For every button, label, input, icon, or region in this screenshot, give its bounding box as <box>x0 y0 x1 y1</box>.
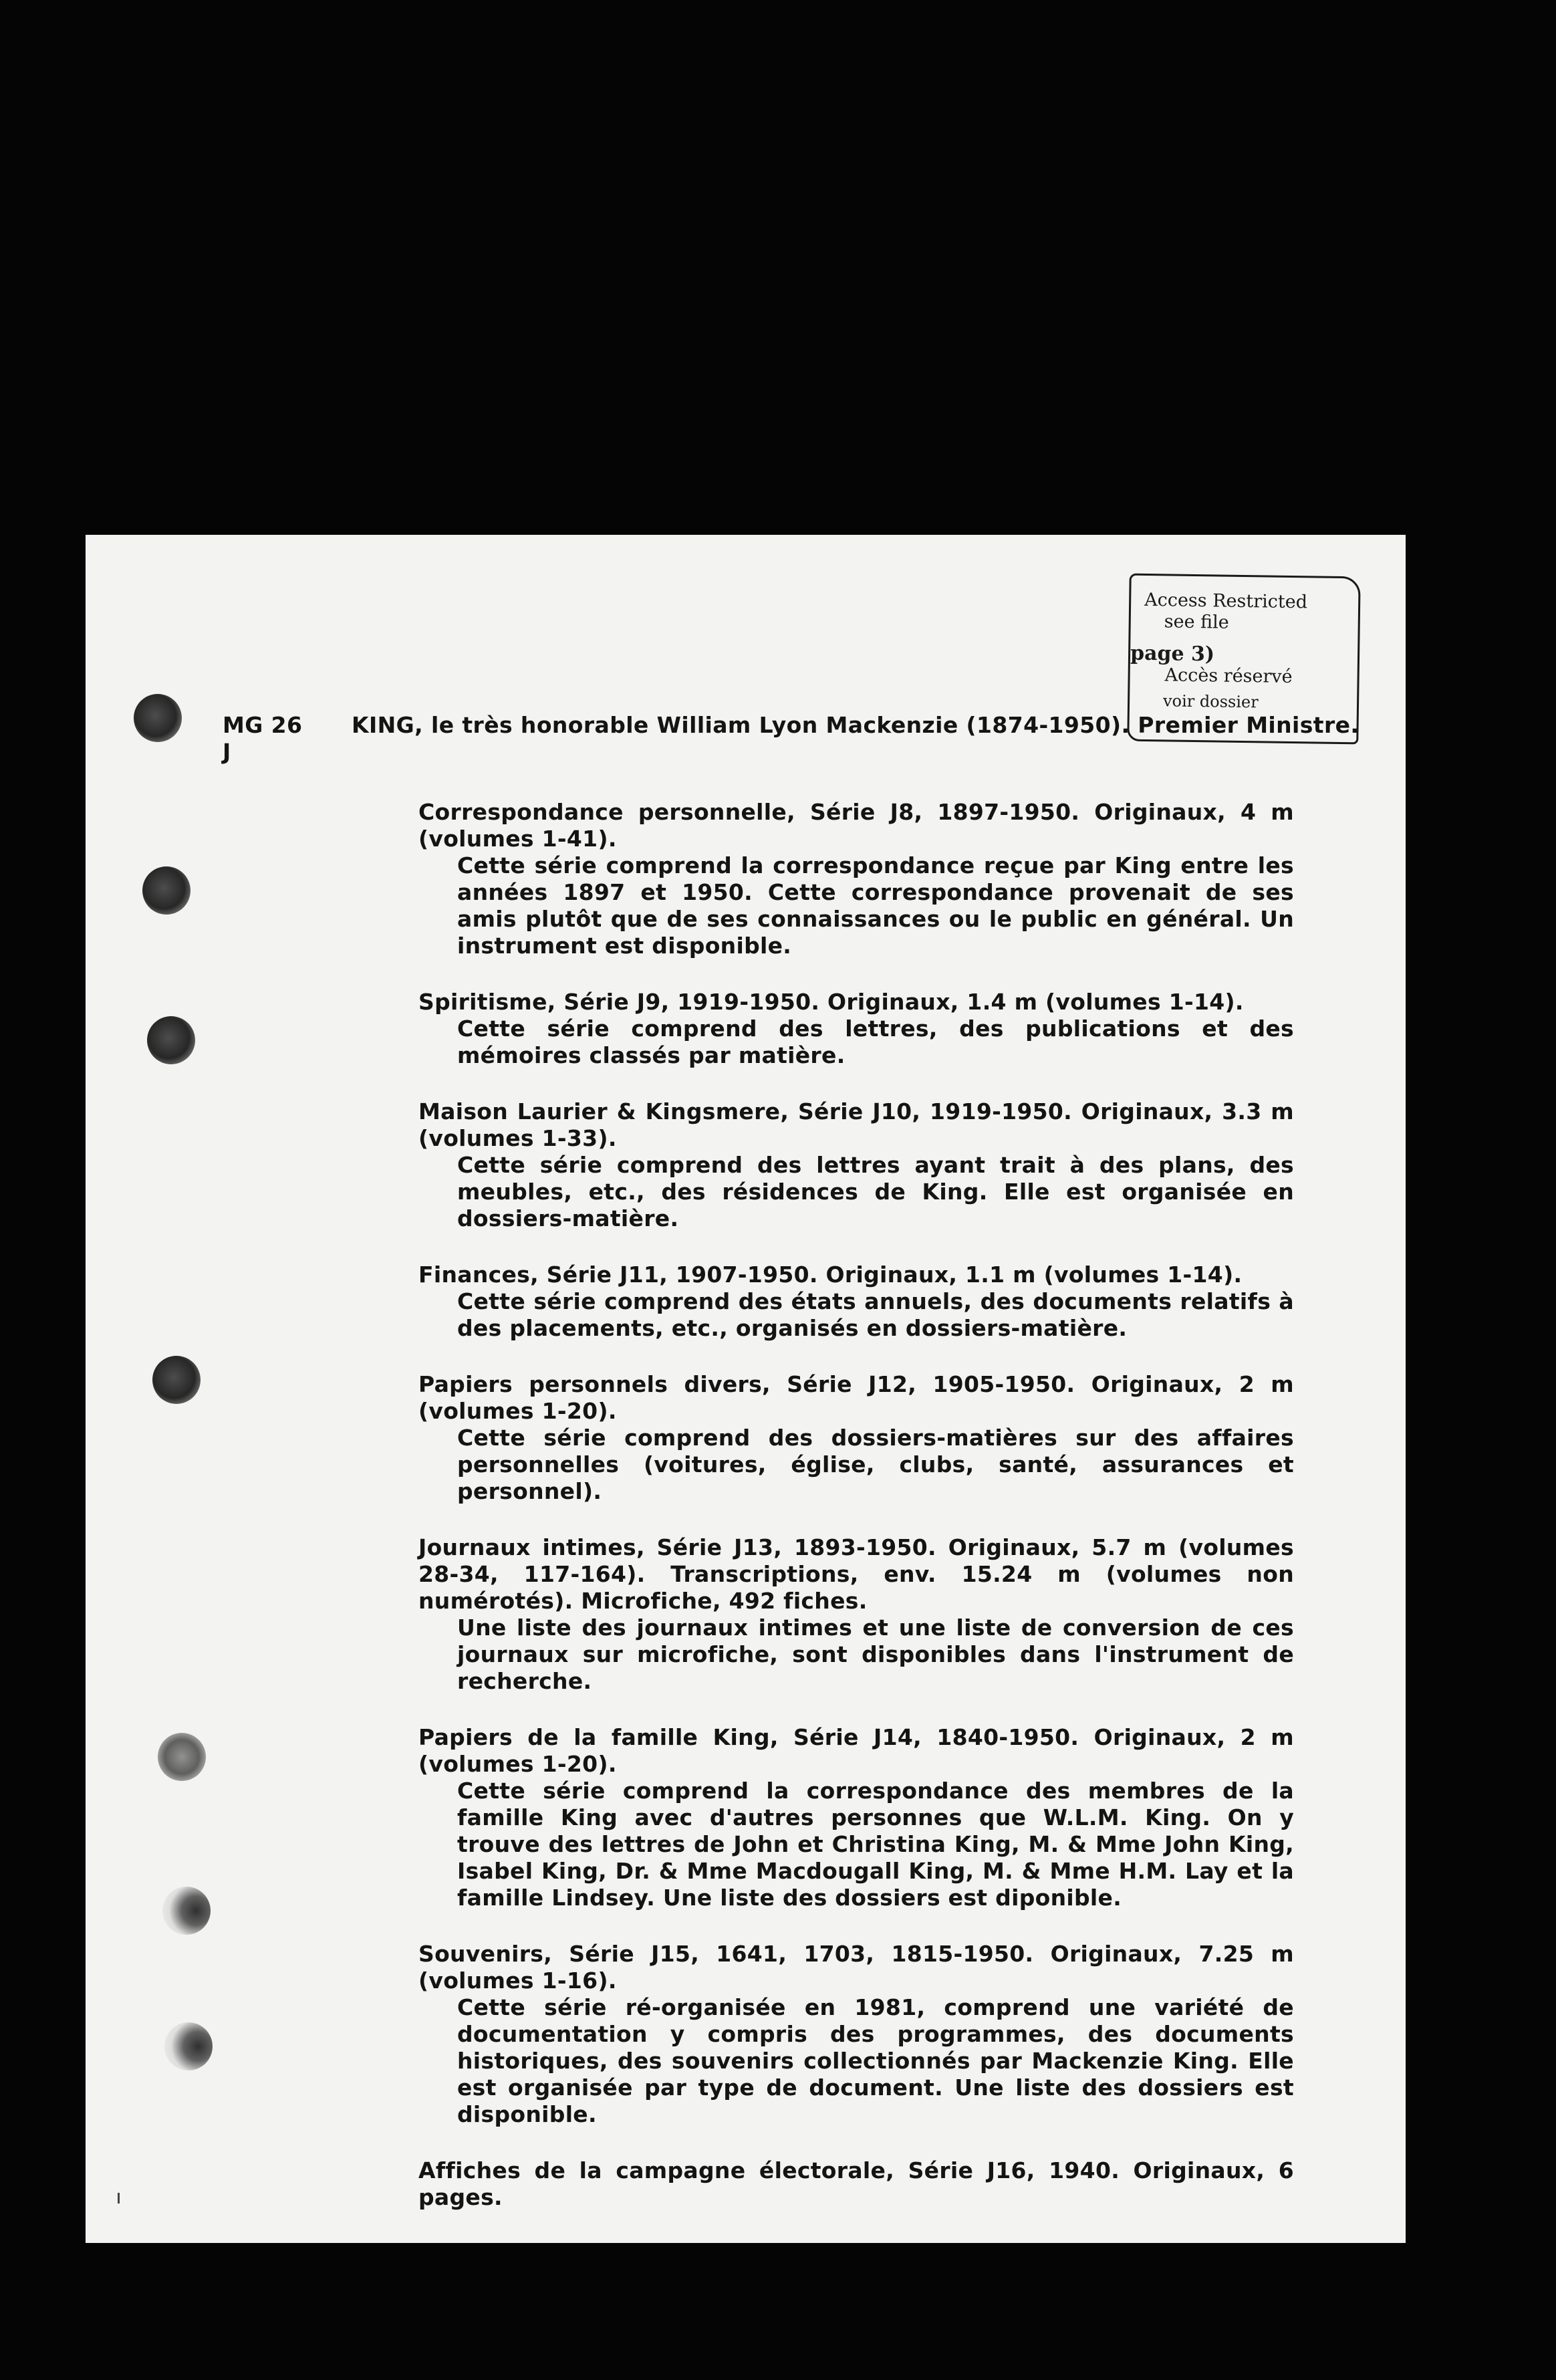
series-entry <box>418 1371 1294 1505</box>
series-description: Une liste des journaux intimes et une liste de conversion de ces journaux sur microfiche, sont disponibles dans l'instrument de recherche. <box>457 1615 1294 1694</box>
stamp-line: page 3) <box>1130 641 1215 667</box>
manuscript-group-code <box>223 712 302 765</box>
series-heading: Souvenirs, Série J15, 1641, 1703, 1815-1950. Originaux, 7.25 m (volumes 1-16). <box>418 1941 1294 1994</box>
series-description: Cette série comprend la correspondance reçue par King entre les années 1897 et 1950. Cette correspondance provenait de ses amis plutôt que de ses connaissances ou le public en général. Un instrument est disponible. <box>457 852 1294 959</box>
stamp-line: Accès réservé <box>1164 665 1293 688</box>
series-description: Cette série comprend la correspondance des membres de la famille King avec d'autres personnes que W.L.M. King. On y trouve des lettres de John et Christina King, M. & Mme John King, Isabel King, Dr. & Mme Macdougall King, M. & Mme H.M. Lay et la famille Lindsey. Une liste des dossiers est diponible. <box>457 1778 1294 1911</box>
punch-hole <box>152 1356 201 1404</box>
punch-hole <box>142 866 190 915</box>
series-entry <box>418 1098 1294 1232</box>
series-entry <box>418 2157 1294 2211</box>
punch-hole <box>158 1733 206 1781</box>
ref-sub: J <box>223 739 231 765</box>
margin-mark <box>118 2193 120 2204</box>
series-description: Cette série comprend des lettres ayant trait à des plans, des meubles, etc., des résidences de King. Elle est organisée en dossiers-matière. <box>457 1152 1294 1231</box>
series-description: Cette série ré-organisée en 1981, comprend une variété de documentation y compris des programmes, des documents historiques, des souvenirs collectionnés par Mackenzie King. Elle est organisée par type de document. Une liste des dossiers est disponible. <box>457 1994 1294 2127</box>
series-entry <box>418 1262 1294 1342</box>
stamp-line: Access Restricted <box>1144 589 1308 613</box>
series-heading: Papiers de la famille King, Série J14, 1840-1950. Originaux, 2 m (volumes 1-20). <box>418 1724 1294 1777</box>
punch-hole <box>147 1016 195 1064</box>
stamp-line: voir dossier <box>1162 691 1259 712</box>
page-title: KING, le très honorable William Lyon Mackenzie (1874-1950). Premier Ministre. <box>352 712 1359 738</box>
series-heading: Maison Laurier & Kingsmere, Série J10, 1919-1950. Originaux, 3.3 m (volumes 1-33). <box>418 1098 1294 1151</box>
series-list <box>418 799 1294 2240</box>
series-description: Cette série comprend des dossiers-matières sur des affaires personnelles (voitures, église, clubs, santé, assurances et personnel). <box>457 1425 1294 1504</box>
series-description: Cette série comprend des lettres, des publications et des mémoires classés par matière. <box>457 1016 1294 1068</box>
punch-hole <box>134 694 182 742</box>
series-heading: Correspondance personnelle, Série J8, 1897-1950. Originaux, 4 m (volumes 1-41). <box>418 799 1294 852</box>
series-description: Cette série comprend des états annuels, des documents relatifs à des placements, etc., organisés en dossiers-matière. <box>457 1288 1294 1341</box>
punch-hole <box>162 1887 211 1935</box>
document-page <box>86 535 1406 2243</box>
series-heading: Finances, Série J11, 1907-1950. Originaux, 1.1 m (volumes 1-14). <box>418 1262 1243 1288</box>
stamp-line: see file <box>1164 611 1230 633</box>
series-heading: Papiers personnels divers, Série J12, 1905-1950. Originaux, 2 m (volumes 1-20). <box>418 1371 1294 1424</box>
ref-code: MG 26 <box>223 712 303 738</box>
series-entry <box>418 1941 1294 2128</box>
punch-hole <box>164 2022 213 2070</box>
series-entry <box>418 1534 1294 1695</box>
series-heading: Affiches de la campagne électorale, Série J16, 1940. Originaux, 6 pages. <box>418 2157 1294 2210</box>
series-entry <box>418 989 1294 1069</box>
series-heading: Journaux intimes, Série J13, 1893-1950. Originaux, 5.7 m (volumes 28-34, 117-164). Transcriptions, env. 15.24 m (volumes non numérotés). Microfiche, 492 fiches. <box>418 1534 1294 1614</box>
series-entry <box>418 799 1294 959</box>
series-heading: Spiritisme, Série J9, 1919-1950. Originaux, 1.4 m (volumes 1-14). <box>418 989 1244 1015</box>
series-entry <box>418 1724 1294 1911</box>
